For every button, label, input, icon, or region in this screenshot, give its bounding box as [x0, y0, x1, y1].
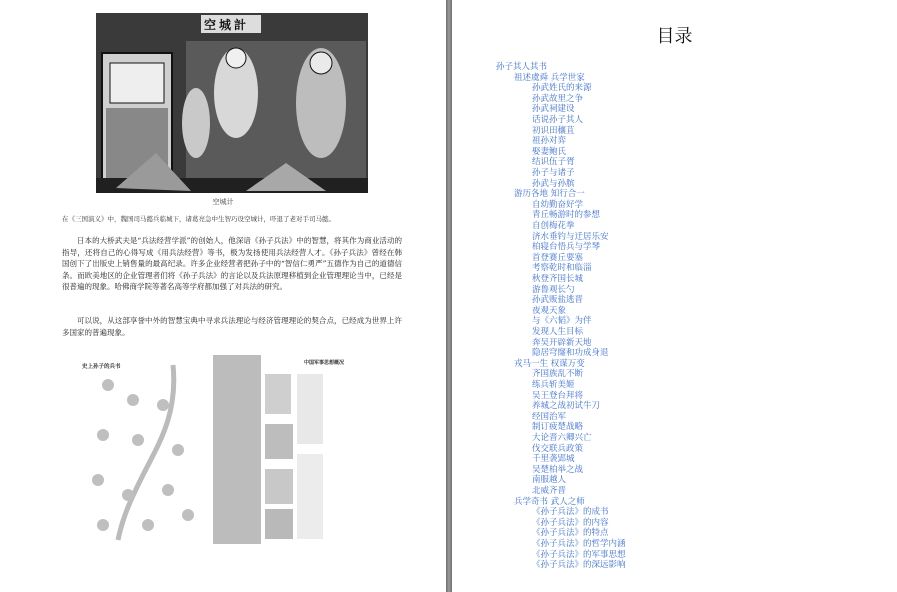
toc-item[interactable]: 戎马一生 权谋万变 [514, 358, 585, 369]
kongcheng-illustration [96, 13, 368, 193]
left-page [0, 0, 446, 592]
toc-item[interactable]: 兵学奇书 武人之师 [514, 496, 585, 507]
toc-item[interactable]: 济水垂钓与迁居乐安 [532, 231, 609, 242]
toc-item[interactable]: 《孙子兵法》的成书 [532, 507, 609, 518]
toc-item[interactable]: 游鲁观长勺 [532, 284, 575, 295]
vertical-text-strip [213, 355, 261, 544]
toc-item[interactable]: 初识田穰苴 [532, 125, 575, 136]
toc-item[interactable]: 青丘畅游时的参想 [532, 210, 601, 221]
toc-item[interactable]: 大论晋六卿兴亡 [532, 433, 592, 443]
toc-item[interactable]: 考察乾时和临淄 [532, 263, 592, 274]
toc-item[interactable]: 自幼勤奋好学 [532, 199, 584, 210]
toc-item[interactable]: 柏寝台悟兵与学琴 [532, 242, 601, 253]
toc-item[interactable]: 首登赛丘要塞 [532, 252, 584, 263]
toc-title: 目录 [656, 26, 693, 47]
toc-item[interactable]: 《孙子兵法》的特点 [532, 528, 609, 539]
toc-item[interactable]: 《孙子兵法》的军事思想 [532, 549, 626, 560]
toc-item[interactable]: 隐居穹窿和功成身退 [532, 348, 609, 359]
body-paragraph-2: 可以说，从这部享誉中外的智慧宝典中寻求兵法理论与经济管理理论的契合点，已经成为世界上许多国家的普遍现象。 [62, 316, 402, 337]
toc-item[interactable]: 夜观天象 [532, 305, 567, 316]
toc-item[interactable]: 制订疲楚战略 [532, 422, 584, 433]
caption-note: 在《三国演义》中，魏国司马懿兵临城下，诸葛亮急中生智巧设空城计，吓退了老对手司马懿。 [62, 215, 335, 223]
image-caption: 空城计 [212, 198, 234, 206]
toc-item[interactable]: 孙武贩盐逃晋 [532, 295, 584, 306]
toc-item[interactable]: 经国治军 [532, 411, 567, 422]
toc-item[interactable]: 吴楚柏举之战 [532, 464, 584, 475]
toc-item[interactable]: 娶妻鲍氏 [532, 146, 567, 157]
toc-item[interactable]: 祖述虞舜 兵学世家 [514, 72, 585, 83]
toc-item[interactable]: 游历各地 知行合一 [514, 189, 585, 200]
toc-item[interactable]: 话说孙子其人 [532, 115, 584, 125]
toc-item[interactable]: 千里袭郢城 [532, 454, 575, 465]
right-page [452, 0, 897, 592]
toc-item[interactable]: 与《六韬》为伴 [532, 316, 592, 327]
toc-item[interactable]: 南服越人 [532, 475, 567, 486]
infographic-right-title: 中国军事思想概况 [304, 360, 345, 366]
toc-item[interactable]: 吴王登台拜将 [532, 390, 584, 401]
toc-item[interactable]: 齐国族乱不断 [532, 369, 584, 380]
toc-item[interactable]: 孙子其人其书 [496, 62, 548, 72]
toc-item[interactable]: 孙武姓氏的来源 [532, 83, 592, 94]
toc-item[interactable]: 伐交联兵政策 [532, 443, 584, 454]
toc-item[interactable]: 养城之战初试牛刀 [532, 401, 601, 412]
infographic-left-title: 史上孙子的兵书 [82, 364, 121, 370]
toc-item[interactable]: 孙武故里之争 [532, 93, 584, 104]
toc-item[interactable]: 发现人生目标 [532, 327, 584, 337]
toc-item[interactable]: 祖孙对弈 [532, 136, 567, 147]
illustration-title: 空城計 [204, 18, 250, 32]
toc-item[interactable]: 秋登齐国长城 [532, 274, 584, 284]
toc-item[interactable]: 练兵斩美姬 [532, 380, 575, 390]
toc-item[interactable]: 结识伍子胥 [532, 157, 575, 168]
toc-item[interactable]: 《孙子兵法》的哲学内涵 [532, 539, 626, 549]
toc-item[interactable]: 孙子与诸子 [532, 168, 575, 178]
timeline-graphic [78, 355, 213, 544]
toc-item[interactable]: 《孙子兵法》的内容 [532, 517, 609, 528]
woodcut-image [96, 13, 368, 193]
toc-item[interactable]: 奔吴开辟新天地 [532, 337, 592, 348]
military-infographic [78, 355, 345, 544]
body-paragraph-1: 日本的大桥武夫是“兵法经营学派”的创始人，他深谙《孙子兵法》中的智慧，将其作为商业活动的指导，还将自己的心得写成《用兵法经营》等书，极为发扬使用兵法经营人才。《孙子兵法》曾经在韩国创下了出版史上销售量的最高纪录。许多企业经营者把孙子中的“智信仁勇严”五德作为自己的道德信条。而欧美地区的企业管理者们将《孙子兵法》的言论以及兵法原理移植到企业管理理论当中，已经是很普遍的现象。哈佛商学院等著名高等学府都加强了对兵法的研究。 [62, 236, 402, 292]
portrait-panels [261, 369, 325, 544]
toc-item[interactable]: 《孙子兵法》的深远影响 [532, 560, 626, 571]
toc-item[interactable]: 孙武与孙膑 [532, 178, 575, 189]
toc-item[interactable]: 孙武祠建设 [532, 104, 575, 115]
toc-item[interactable]: 北威齐晋 [532, 486, 567, 496]
toc-item[interactable]: 自创梅花拳 [532, 221, 575, 231]
